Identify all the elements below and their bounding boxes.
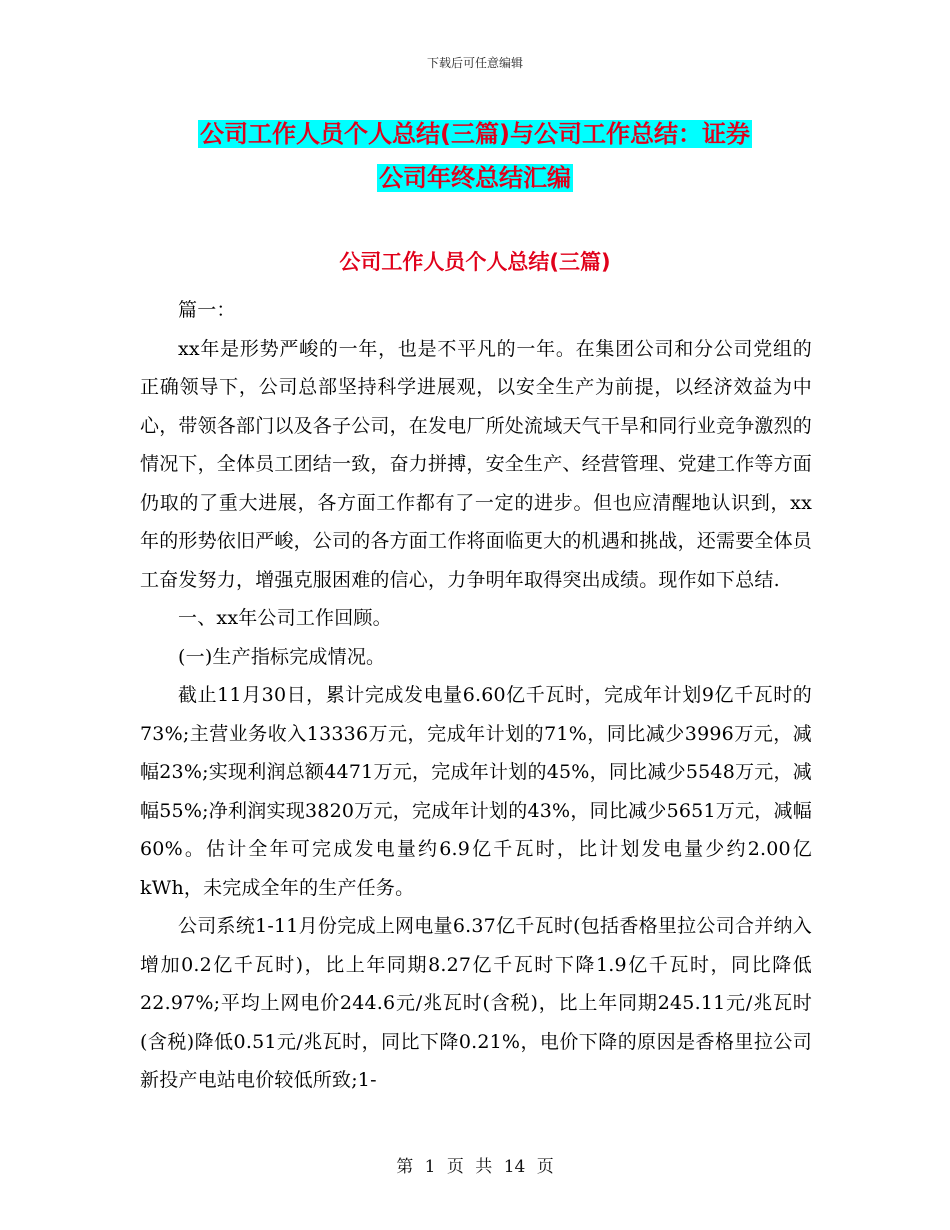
section-title: 公司工作人员个人总结(三篇) <box>339 250 611 274</box>
main-title-line-1: 公司工作人员个人总结(三篇)与公司工作总结：证券 <box>200 120 750 148</box>
page-footer: 第 1 页 共 14 页 <box>396 1157 554 1177</box>
paragraph-intro: xx年是形势严峻的一年，也是不平凡的一年。在集团公司和分公司党组的正确领导下，公司总部坚持科学进展观，以安全生产为前提，以经济效益为中心，带领各部门以及各子公司，在发电厂所处流域天气干旱和同行业竞争激烈的情况下，全体员工团结一致，奋力拼搏，安全生产、经营管理、党建工作等方面仍取的了重大进展，各方面工作都有了一定的进步。但也应清醒地认识到，xx年的形势依旧严峻，公司的各方面工作将面临更大的机遇和挑战，还需要全体员工奋发努力，增强克服困难的信心，力争明年取得突出成绩。现作如下总结. <box>140 337 813 591</box>
paragraph-part-label: 篇一： <box>178 299 236 321</box>
paragraph-grid-power: 公司系统1-11月份完成上网电量6.37亿千瓦时(包括香格里拉公司合并纳入增加0.2亿千瓦时)，比上年同期8.27亿千瓦时下降1.9亿千瓦时，同比降低22.97%;平均上网电价244.6元/兆瓦时(含税)，比上年同期245.11元/兆瓦时(含税)降低0.51元/兆瓦时，同比下降0.21%，电价下降的原因是香格里拉公司新投产电站电价较低所致;1- <box>140 915 812 1091</box>
paragraph-heading-review: 一、xx年公司工作回顾。 <box>178 607 392 629</box>
main-title <box>140 112 810 200</box>
paragraph-production: 截止11月30日，累计完成发电量6.60亿千瓦时，完成年计划9亿千瓦时的73%;主营业务收入13336万元，完成年计划的71%，同比减少3996万元，减幅23%;实现利润总额4471万元，完成年计划的45%，同比减少5548万元，减幅55%;净利润实现3820万元，完成年计划的43%，同比减少5651万元，减幅60%。估计全年可完成发电量约6.9亿千瓦时，比计划发电量少约2.00亿kWh，未完成全年的生产任务。 <box>140 684 812 899</box>
body-text <box>140 291 812 1100</box>
main-title-line-2: 公司年终总结汇编 <box>379 164 571 192</box>
header-note: 下载后可任意编辑 <box>426 56 523 70</box>
paragraph-heading-indicators: (一)生产指标完成情况。 <box>178 645 386 668</box>
